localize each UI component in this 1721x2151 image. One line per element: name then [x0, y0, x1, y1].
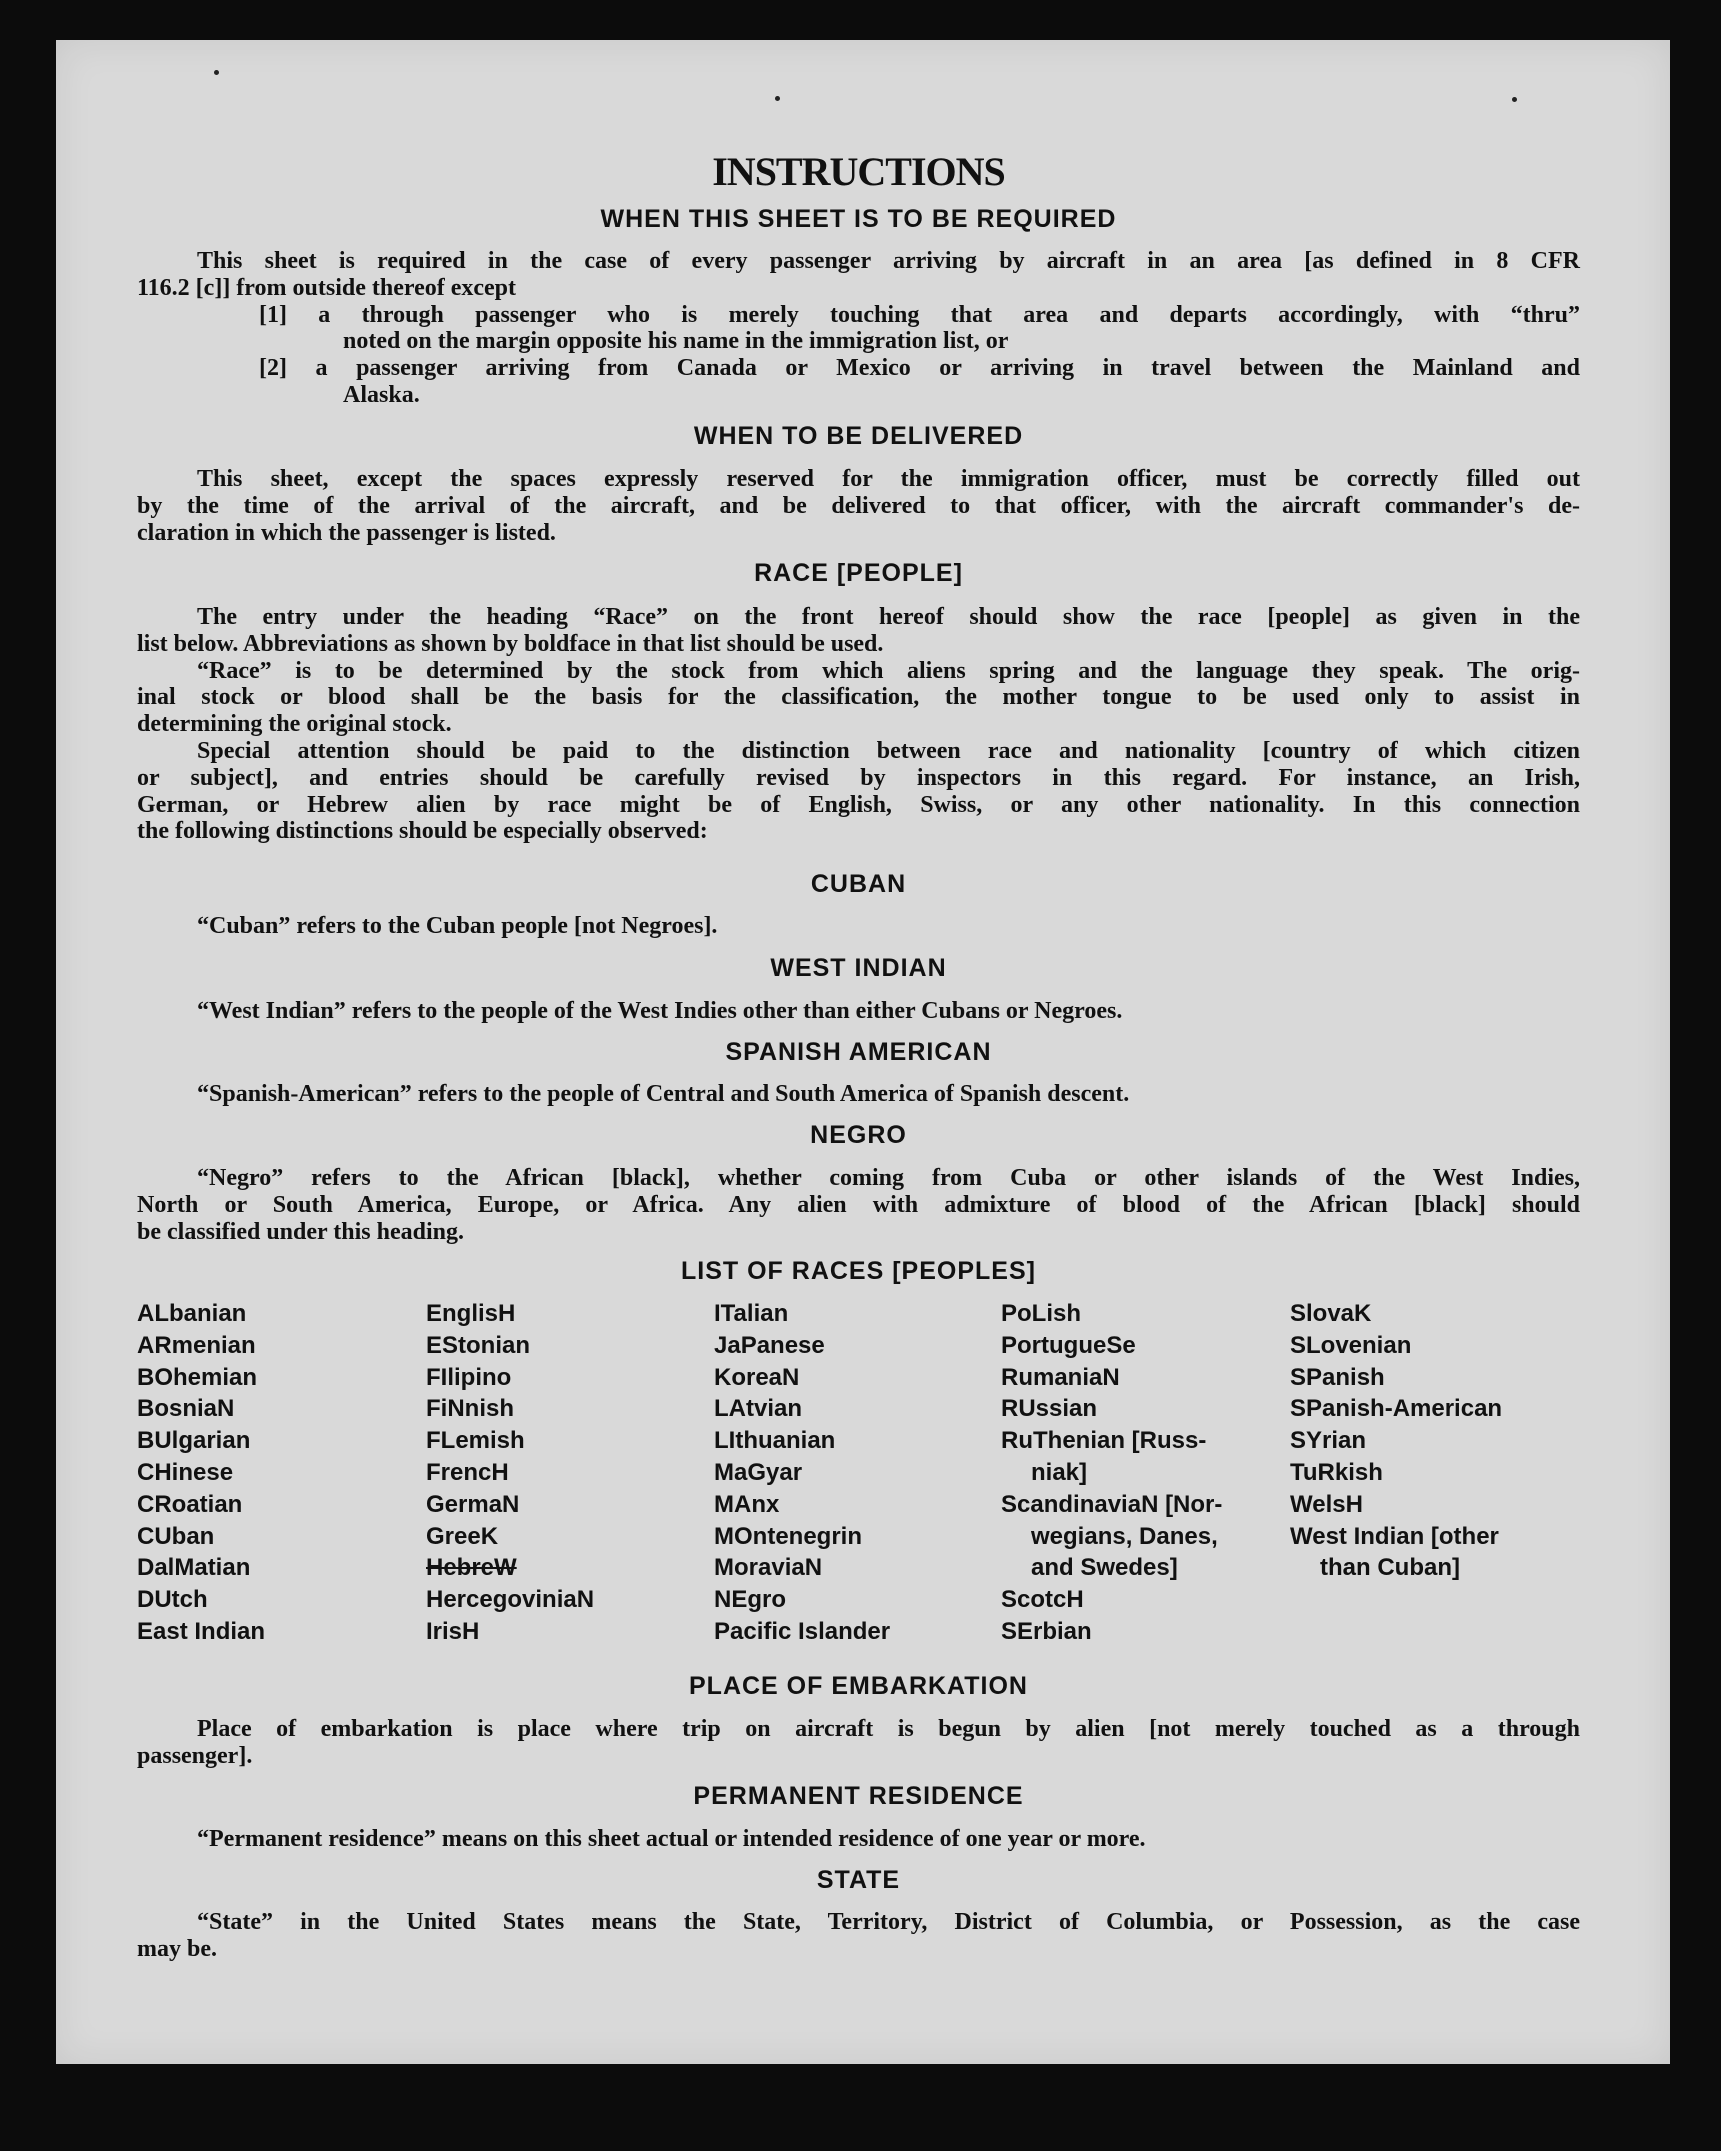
- heading-spanish-american: SPANISH AMERICAN: [725, 1038, 992, 1066]
- paragraph-embarkation: [137, 1716, 1580, 1770]
- race-list-item: East Indian: [137, 1617, 266, 1645]
- line: inal stock or blood shall be the basis for the classification, the mother tongue to be used only to assist in: [137, 684, 1580, 711]
- race-list-item: SPanish: [1290, 1363, 1385, 1391]
- page-title: INSTRUCTIONS: [712, 149, 1005, 194]
- speck: [1512, 97, 1517, 102]
- race-list-item: PortugueSe: [1001, 1331, 1136, 1359]
- race-list-item: Pacific Islander: [714, 1617, 891, 1645]
- heading-residence: PERMANENT RESIDENCE: [693, 1782, 1024, 1810]
- heading-delivered: WHEN TO BE DELIVERED: [693, 422, 1024, 450]
- race-list-item: JaPanese: [714, 1331, 825, 1359]
- race-list: [137, 1298, 1580, 1658]
- race-list-item: CHinese: [137, 1458, 234, 1486]
- race-list-column: [137, 1298, 265, 1648]
- speck: [775, 96, 780, 101]
- race-list-item: WelsH: [1290, 1490, 1363, 1518]
- line: claration in which the passenger is listed.: [137, 519, 556, 546]
- race-list-item: GreeK: [426, 1522, 499, 1550]
- race-list-item: IrisH: [426, 1617, 480, 1645]
- race-list-item: EnglisH: [426, 1300, 516, 1327]
- race-list-item: LAtvian: [714, 1395, 803, 1423]
- paragraph-west-indian: [137, 998, 1580, 1025]
- race-list-column: [714, 1298, 890, 1648]
- paragraph-delivered: [137, 466, 1580, 546]
- line: Place of embarkation is place where trip on aircraft is begun by alien [not merely touched as a through: [197, 1716, 1580, 1742]
- race-list-item: BosniaN: [137, 1395, 235, 1423]
- line: “Spanish-American” refers to the people of Central and South America of Spanish descent.: [197, 1081, 1130, 1107]
- line: German, or Hebrew alien by race might be of English, Swiss, or any other nationality. In this connection: [137, 791, 1580, 818]
- race-list-item: NEgro: [714, 1586, 786, 1614]
- line: North or South America, Europe, or Africa. Any alien with admixture of blood of the African [black] should: [137, 1191, 1580, 1218]
- race-list-item: MOntenegrin: [714, 1522, 862, 1550]
- race-list-item: KoreaN: [714, 1363, 800, 1391]
- race-list-item: ARmenian: [137, 1331, 256, 1359]
- race-list-item: West Indian [other: [1290, 1522, 1499, 1550]
- line: “Cuban” refers to the Cuban people [not Negroes].: [197, 913, 718, 939]
- race-list-item: and Swedes]: [1031, 1554, 1178, 1582]
- line: 116.2 [c]] from outside thereof except: [137, 274, 517, 301]
- line: noted on the margin opposite his name in the immigration list, or: [343, 328, 1009, 355]
- race-list-item: CUban: [137, 1522, 215, 1550]
- race-list-item: CRoatian: [137, 1490, 243, 1518]
- race-list-column: [426, 1298, 594, 1648]
- race-list-item: PoLish: [1001, 1300, 1082, 1327]
- race-list-item: GermaN: [426, 1490, 520, 1518]
- race-list-item: FLemish: [426, 1427, 525, 1455]
- race-list-item: BUlgarian: [137, 1427, 251, 1455]
- race-list-column: [1290, 1298, 1502, 1584]
- heading-required: WHEN THIS SHEET IS TO BE REQUIRED: [600, 205, 1117, 233]
- race-list-item: EStonian: [426, 1331, 531, 1359]
- line: may be.: [137, 1935, 217, 1962]
- line: Alaska.: [343, 381, 420, 408]
- heading-state: STATE: [816, 1866, 901, 1894]
- race-list-item: ITalian: [714, 1300, 789, 1327]
- race-list-item: SErbian: [1001, 1617, 1092, 1645]
- line: “Race” is to be determined by the stock from which aliens spring and the language they speak. The orig-: [197, 657, 1580, 684]
- race-list-column: [1001, 1298, 1222, 1648]
- race-list-item: LIthuanian: [714, 1427, 836, 1455]
- paragraph-residence: [137, 1826, 1580, 1853]
- line: [1] a through passenger who is merely touching that area and departs accordingly, with “thru”: [259, 301, 1580, 328]
- race-list-item: DUtch: [137, 1586, 208, 1614]
- line: The entry under the heading “Race” on the front hereof should show the race [people] as given in the: [197, 604, 1580, 630]
- line: by the time of the arrival of the aircraft, and be delivered to that officer, with the aircraft commander's de-: [137, 492, 1580, 519]
- race-list-item: SYrian: [1290, 1427, 1367, 1455]
- line: “State” in the United States means the State, Territory, District of Columbia, or Possession, as the case: [197, 1909, 1580, 1935]
- race-list-item: FrencH: [426, 1458, 509, 1486]
- line: “Permanent residence” means on this sheet actual or intended residence of one year or more.: [197, 1826, 1146, 1852]
- race-list-item: RUssian: [1001, 1395, 1098, 1423]
- race-list-item: wegians, Danes,: [1031, 1522, 1218, 1550]
- race-list-item: MaGyar: [714, 1458, 803, 1486]
- line: list below. Abbreviations as shown by boldface in that list should be used.: [137, 630, 884, 657]
- race-list-item: RuThenian [Russ-: [1001, 1427, 1207, 1455]
- race-list-item: MoraviaN: [714, 1554, 823, 1582]
- line: [2] a passenger arriving from Canada or Mexico or arriving in travel between the Mainland and: [259, 355, 1580, 382]
- paragraph-negro: [137, 1165, 1580, 1245]
- paragraph-cuban: [137, 913, 1580, 940]
- paragraph-state: [137, 1909, 1580, 1963]
- race-list-item: SlovaK: [1290, 1300, 1372, 1327]
- race-list-item: MAnx: [714, 1490, 780, 1518]
- race-list-item: RumaniaN: [1001, 1363, 1120, 1391]
- speck: [214, 70, 219, 75]
- race-list-item: FIlipino: [426, 1363, 512, 1391]
- heading-cuban: CUBAN: [810, 870, 907, 898]
- race-list-item: BOhemian: [137, 1363, 258, 1391]
- line: This sheet, except the spaces expressly reserved for the immigration officer, must be correctly filled out: [197, 466, 1580, 492]
- race-list-item: than Cuban]: [1320, 1554, 1460, 1582]
- paragraph-spanish-american: [137, 1081, 1580, 1108]
- heading-negro: NEGRO: [810, 1121, 907, 1149]
- race-list-item: niak]: [1031, 1458, 1088, 1486]
- race-list-item: TuRkish: [1290, 1458, 1383, 1486]
- race-list-item: HebreW: [426, 1554, 517, 1582]
- race-list-item: DalMatian: [137, 1554, 251, 1582]
- heading-embarkation: PLACE OF EMBARKATION: [689, 1672, 1028, 1700]
- race-list-item: ALbanian: [137, 1300, 247, 1327]
- race-list-item: ScotcH: [1001, 1586, 1084, 1614]
- race-list-item: SPanish-American: [1290, 1395, 1503, 1423]
- line: the following distinctions should be especially observed:: [137, 818, 708, 845]
- race-list-item: HercegoviniaN: [426, 1586, 595, 1614]
- race-list-item: FiNnish: [426, 1395, 514, 1423]
- paragraph-race: [137, 604, 1580, 845]
- heading-race: RACE [PEOPLE]: [754, 559, 963, 587]
- line: This sheet is required in the case of every passenger arriving by aircraft in an area [as defined in 8 CFR: [197, 248, 1580, 274]
- line: or subject], and entries should be carefully revised by inspectors in this regard. For instance, an Irish,: [137, 764, 1580, 791]
- paragraph-required: [137, 248, 1580, 409]
- line: passenger].: [137, 1742, 253, 1769]
- line: “West Indian” refers to the people of the West Indies other than either Cubans or Negroes.: [197, 998, 1123, 1024]
- race-list-item: ScandinaviaN [Nor-: [1001, 1490, 1223, 1518]
- heading-west-indian: WEST INDIAN: [770, 954, 947, 982]
- line: Special attention should be paid to the distinction between race and nationality [country of which citizen: [197, 737, 1580, 764]
- heading-list-of-races: LIST OF RACES [PEOPLES]: [681, 1257, 1036, 1285]
- line: determining the original stock.: [137, 711, 452, 738]
- line: be classified under this heading.: [137, 1218, 464, 1245]
- race-list-item: SLovenian: [1290, 1331, 1412, 1359]
- line: “Negro” refers to the African [black], whether coming from Cuba or other islands of the West Indies,: [197, 1165, 1580, 1191]
